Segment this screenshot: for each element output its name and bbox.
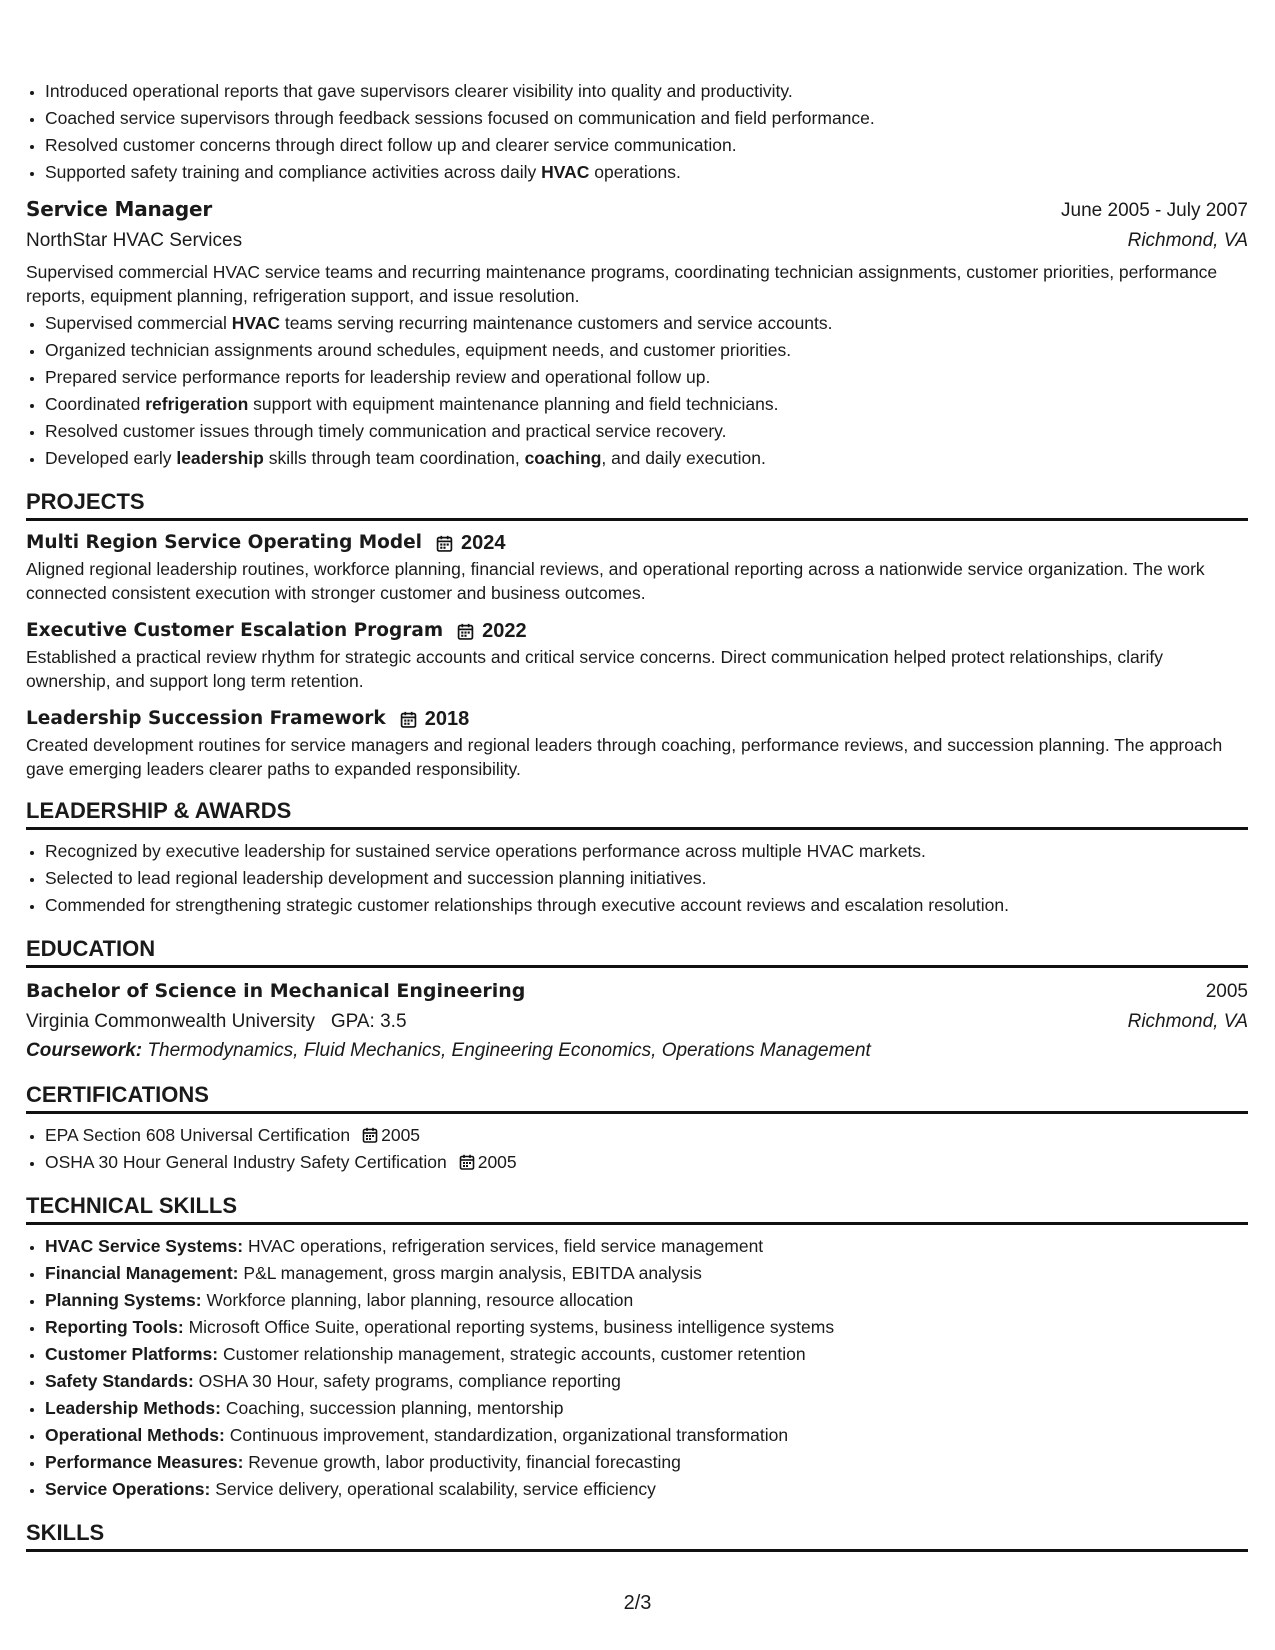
project-entry: [26, 617, 1248, 693]
list-item: [45, 1287, 1248, 1314]
job-bullets: [26, 310, 1248, 472]
skill-category: Safety Standards:: [45, 1371, 194, 1391]
bullet-text: Developed early: [45, 448, 177, 468]
skill-category: Customer Platforms:: [45, 1344, 219, 1364]
certification-name: OSHA 30 Hour General Industry Safety Certification: [45, 1152, 447, 1172]
list-item: [45, 1314, 1248, 1341]
project-description: Created development routines for service managers and regional leaders through coaching, performance reviews, and succession planning. The approach gave emerging leaders clearer paths to expanded responsibility.: [26, 735, 1223, 779]
bullet-keyword: coaching: [524, 448, 602, 468]
school-name: Virginia Commonwealth University: [26, 1011, 315, 1032]
job-title: Service Manager: [26, 197, 212, 221]
list-item: [45, 1422, 1248, 1449]
list-item: • Prepared service performance reports for leadership review and operational follow up.: [45, 364, 1248, 391]
job-company: NorthStar HVAC Services: [26, 230, 243, 251]
project-title: Executive Customer Escalation Program: [26, 620, 444, 641]
calendar-icon: [436, 535, 453, 552]
list-item: [45, 1149, 1248, 1176]
skill-category: Planning Systems:: [45, 1290, 202, 1310]
certification-year: 2005: [477, 1152, 517, 1172]
skill-category: Performance Measures:: [45, 1452, 244, 1472]
skill-category: Leadership Methods:: [45, 1398, 221, 1418]
project-entry: [26, 529, 1248, 605]
list-item: • Introduced operational reports that gave supervisors clearer visibility into quality and productivity.: [45, 78, 1248, 105]
skill-category: Reporting Tools:: [45, 1317, 184, 1337]
skill-category: Service Operations:: [45, 1479, 211, 1499]
skill-values: Continuous improvement, standardization, organizational transformation: [229, 1425, 789, 1445]
job-entry: [26, 194, 1248, 472]
degree-title: Bachelor of Science in Mechanical Engineering: [26, 980, 526, 1002]
list-item: [45, 159, 1248, 186]
section-heading-awards: LEADERSHIP & AWARDS: [26, 797, 1248, 830]
skill-values: Customer relationship management, strategic accounts, customer retention: [222, 1344, 806, 1364]
section-heading-certifications: CERTIFICATIONS: [26, 1081, 1248, 1114]
calendar-icon: [459, 1154, 475, 1170]
school-line: [26, 1007, 407, 1036]
certification-year: 2005: [381, 1125, 421, 1145]
job-dates: June 2005 - July 2007: [1061, 200, 1248, 221]
certification-name: EPA Section 608 Universal Certification: [45, 1125, 351, 1145]
list-item: [45, 1260, 1248, 1287]
list-item: [45, 1233, 1248, 1260]
skill-values: Microsoft Office Suite, operational reporting systems, business intelligence systems: [188, 1317, 835, 1337]
bullet-keyword: HVAC: [231, 313, 281, 333]
list-item: [45, 1395, 1248, 1422]
project-description: Established a practical review rhythm for strategic accounts and critical service concerns. Direct communication helped protect relationships, clarify ownership, and support long term retention.: [26, 647, 1164, 691]
section-heading-skills: SKILLS: [26, 1519, 1248, 1552]
bullet-text: teams serving recurring maintenance customers and service accounts.: [280, 313, 833, 333]
gpa: GPA: 3.5: [330, 1011, 407, 1032]
coursework-label: Coursework:: [26, 1040, 143, 1061]
list-item: [45, 1368, 1248, 1395]
awards-list: [26, 838, 1248, 919]
list-item: [45, 391, 1248, 418]
list-item: • Organized technician assignments around schedules, equipment needs, and customer priorities.: [45, 337, 1248, 364]
project-year: 2018: [424, 708, 470, 730]
technical-skills-list: [26, 1233, 1248, 1503]
project-entry: [26, 705, 1248, 781]
bullet-text: Supported safety training and compliance activities across daily: [45, 162, 542, 182]
list-item: [45, 1476, 1248, 1503]
project-year: 2022: [482, 620, 527, 642]
bullet-text: Coordinated: [45, 394, 146, 414]
list-item: [45, 1341, 1248, 1368]
bullet-keyword: refrigeration: [145, 394, 249, 414]
prior-role-bullets: [26, 78, 1248, 186]
project-title: Multi Region Service Operating Model: [26, 532, 423, 553]
job-location: Richmond, VA: [1127, 230, 1248, 251]
certifications-list: [26, 1122, 1248, 1176]
list-item: [45, 310, 1248, 337]
bullet-text: , and daily execution.: [601, 448, 766, 468]
calendar-icon: [457, 623, 474, 640]
calendar-icon: [400, 711, 417, 728]
section-heading-projects: PROJECTS: [26, 488, 1248, 521]
education-entry: [26, 976, 1248, 1065]
skill-values: P&L management, gross margin analysis, EBITDA analysis: [243, 1263, 702, 1283]
skill-values: Coaching, succession planning, mentorship: [225, 1398, 564, 1418]
bullet-text: skills through team coordination,: [263, 448, 525, 468]
bullet-keyword: leadership: [176, 448, 264, 468]
project-description: Aligned regional leadership routines, workforce planning, financial reviews, and operational reporting across a nationwide service organization. The work connected consistent execution with stronger customer and business outcomes.: [26, 559, 1205, 603]
list-item: [45, 445, 1248, 472]
resume-page: [26, 78, 1248, 1560]
skill-category: HVAC Service Systems:: [45, 1236, 244, 1256]
calendar-icon: [362, 1127, 378, 1143]
bullet-text: support with equipment maintenance planning and field technicians.: [248, 394, 779, 414]
skill-values: Workforce planning, labor planning, resource allocation: [206, 1290, 634, 1310]
skill-category: Financial Management:: [45, 1263, 239, 1283]
graduation-year: 2005: [1205, 981, 1248, 1002]
section-heading-technical-skills: TECHNICAL SKILLS: [26, 1192, 1248, 1225]
coursework-line: [26, 1036, 1248, 1065]
list-item: • Resolved customer issues through timely communication and practical service recovery.: [45, 418, 1248, 445]
skill-values: Revenue growth, labor productivity, financial forecasting: [248, 1452, 681, 1472]
coursework-list: Thermodynamics, Fluid Mechanics, Engineering Economics, Operations Management: [147, 1040, 871, 1061]
bullet-text: Supervised commercial: [45, 313, 232, 333]
list-item: • Resolved customer concerns through direct follow up and clearer service communication.: [45, 132, 1248, 159]
section-heading-education: EDUCATION: [26, 935, 1248, 968]
skill-values: OSHA 30 Hour, safety programs, compliance reporting: [198, 1371, 621, 1391]
bullet-text: operations.: [589, 162, 681, 182]
list-item: • Recognized by executive leadership for sustained service operations performance across multiple HVAC markets.: [45, 838, 1248, 865]
skill-category: Operational Methods:: [45, 1425, 225, 1445]
list-item: • Coached service supervisors through feedback sessions focused on communication and field performance.: [45, 105, 1248, 132]
bullet-keyword: HVAC: [541, 162, 590, 182]
page-number: 2/3: [623, 1592, 652, 1614]
school-location: Richmond, VA: [1127, 1011, 1248, 1032]
skill-values: HVAC operations, refrigeration services, field service management: [247, 1236, 764, 1256]
list-item: [45, 1449, 1248, 1476]
project-title: Leadership Succession Framework: [26, 708, 386, 729]
skill-values: Service delivery, operational scalability, service efficiency: [215, 1479, 656, 1499]
list-item: [45, 1122, 1248, 1149]
job-summary: Supervised commercial HVAC service teams and recurring maintenance programs, coordinating technician assignments, customer priorities, performance reports, equipment planning, refrigeration support, and issue resolution.: [26, 262, 1218, 306]
list-item: • Selected to lead regional leadership development and succession planning initiatives.: [45, 865, 1248, 892]
project-year: 2024: [461, 532, 506, 554]
list-item: • Commended for strengthening strategic customer relationships through executive account reviews and escalation resolution.: [45, 892, 1248, 919]
